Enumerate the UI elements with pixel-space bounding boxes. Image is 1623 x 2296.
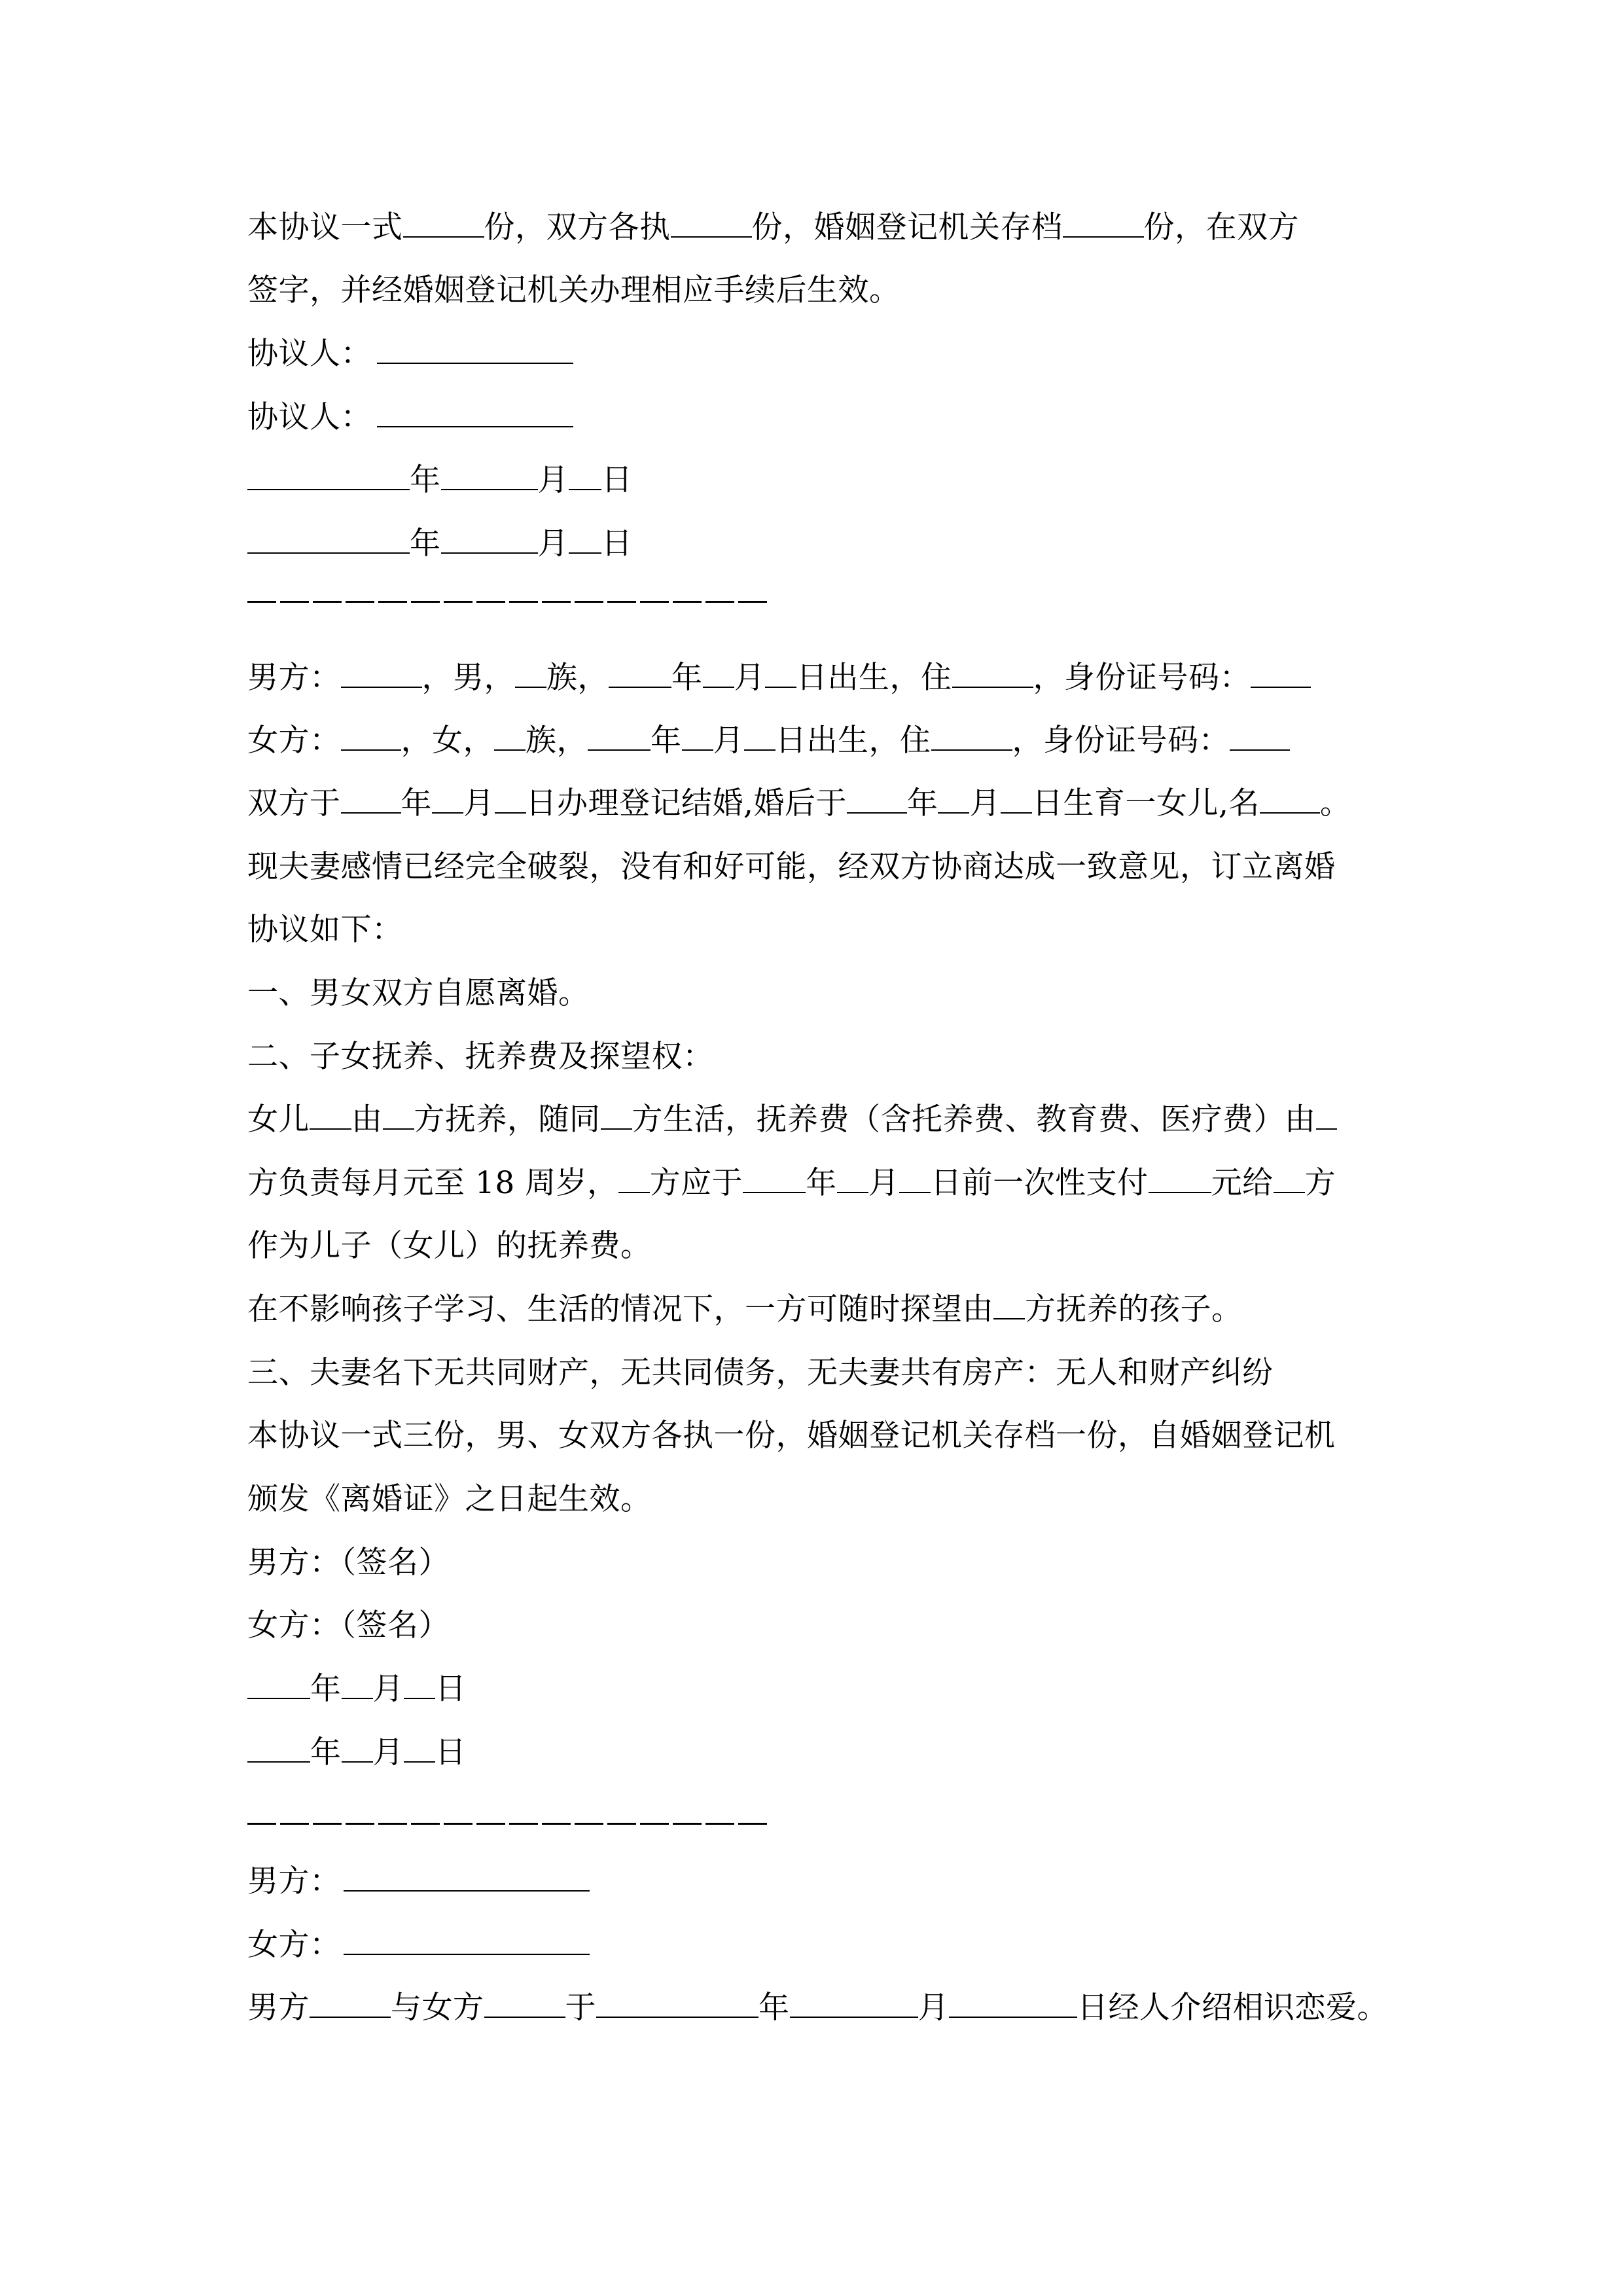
year-label: 年	[310, 1734, 342, 1770]
blank-field	[847, 786, 907, 814]
clause-3: 三、夫妻名下无共同财产，无共同债务，无夫妻共有房产：无人和财产纠纷	[247, 1355, 1274, 1391]
text: 日前一次性支付	[931, 1165, 1149, 1201]
female-name-field	[344, 1928, 590, 1955]
blank-field	[949, 1990, 1077, 2018]
text: 方抚养，随同	[414, 1102, 601, 1138]
male-name-field	[344, 1864, 590, 1892]
text: ，男，	[421, 660, 515, 696]
text: 日出生，住	[776, 723, 931, 759]
text: 日生育一女儿,名	[1031, 785, 1260, 821]
text: 方生活，抚养费（含托养费、教育费、医疗费）由	[632, 1102, 1316, 1138]
party-signature-field	[377, 336, 573, 364]
text: 方	[1304, 1165, 1336, 1201]
date-line-4	[247, 1733, 467, 1772]
year-label: 年	[410, 526, 441, 562]
clause-2-title: 二、子女抚养、抚养费及探望权：	[247, 1039, 714, 1075]
text: 月	[918, 1990, 949, 2026]
text: 份，婚姻登记机关存档	[751, 209, 1063, 245]
day-field	[404, 1672, 435, 1699]
blank-field	[682, 723, 713, 751]
party-signature-field	[377, 400, 573, 427]
text: 月	[463, 785, 495, 821]
text: 女方：	[247, 723, 341, 759]
copies-line-1	[247, 208, 1299, 247]
visitation-line	[247, 1290, 1243, 1329]
blank-field	[993, 1292, 1025, 1319]
effect-line-1: 本协议一式三份，男、女双方各执一份，婚姻登记机关存档一份，自婚姻登记机	[247, 1418, 1336, 1454]
clause-1: 一、男女双方自愿离婚。	[247, 975, 590, 1011]
blank-field	[765, 660, 796, 688]
male-label: 男方：	[247, 1863, 341, 1899]
blank-field	[601, 1102, 632, 1130]
blank-field	[432, 786, 463, 814]
day-label: 日	[601, 526, 633, 562]
month-label: 月	[537, 526, 569, 562]
blank-field	[609, 660, 671, 688]
party-line-2	[247, 398, 573, 437]
text: 方抚养的孩子。	[1025, 1291, 1243, 1327]
month-field	[441, 463, 538, 490]
copies-line-2: 签字，并经婚姻登记机关办理相应手续后生效。	[247, 272, 901, 308]
text: 男方：	[247, 660, 341, 696]
text: 年	[758, 1990, 790, 2026]
text: 族，	[546, 660, 609, 696]
blank-field	[310, 1102, 351, 1130]
date-line-3	[247, 1670, 467, 1709]
party-label: 协议人：	[247, 336, 372, 372]
text: 月	[969, 785, 1001, 821]
text: 女儿	[247, 1102, 310, 1138]
text: 日办理登记结婚,婚后于	[526, 785, 847, 821]
female-signature-line: 女方：（签名）	[247, 1607, 450, 1643]
blank-field	[744, 723, 776, 751]
text: ，身份证号码：	[1033, 660, 1251, 696]
text: 月	[734, 660, 765, 696]
custody-line-3: 作为儿子（女儿）的抚养费。	[247, 1228, 652, 1264]
blank-field	[383, 1102, 414, 1130]
text: 男方	[247, 1990, 310, 2026]
blank-field	[515, 660, 546, 688]
blank-field	[596, 1990, 758, 2018]
text: 方负责每月元至 18 周岁，	[247, 1165, 618, 1201]
month-label: 月	[372, 1671, 404, 1707]
female-label-line	[247, 1926, 590, 1965]
female-label: 女方：	[247, 1927, 341, 1963]
blank-field	[341, 660, 422, 688]
text: 与女方	[391, 1990, 484, 2026]
day-field	[569, 526, 601, 554]
custody-line-2	[247, 1164, 1336, 1203]
day-label: 日	[601, 462, 633, 498]
text: 元给	[1211, 1165, 1274, 1201]
text: 份，双方各执	[484, 209, 671, 245]
text: 份，在双方	[1143, 209, 1299, 245]
marriage-line	[247, 784, 1351, 823]
custody-line-1	[247, 1100, 1337, 1139]
year-field	[247, 1735, 310, 1763]
text: 年	[401, 785, 432, 821]
text: 年	[906, 785, 938, 821]
text: 由	[351, 1102, 383, 1138]
blank-field	[341, 723, 401, 751]
party-line-1	[247, 334, 573, 374]
month-field	[342, 1735, 373, 1763]
blank-field	[790, 1990, 918, 2018]
text: 。	[1319, 785, 1351, 821]
text: 方应于	[649, 1165, 743, 1201]
blank-field	[1001, 786, 1032, 814]
blank-field	[743, 1166, 806, 1193]
text: 月	[868, 1165, 900, 1201]
blank-field	[938, 786, 969, 814]
date-line-2	[247, 524, 633, 564]
blank-field	[1274, 1166, 1305, 1193]
year-field	[247, 526, 410, 554]
day-label: 日	[435, 1671, 467, 1707]
blank-field	[495, 786, 526, 814]
text: 双方于	[247, 785, 341, 821]
blank-field	[341, 786, 401, 814]
male-info-line	[247, 658, 1311, 698]
text: 年	[671, 660, 703, 696]
blank-field	[1063, 210, 1144, 238]
male-label-line	[247, 1862, 590, 1901]
blank-field	[484, 1990, 565, 2018]
blank-field	[899, 1166, 931, 1193]
male-signature-line: 男方：（签名）	[247, 1545, 450, 1581]
date-line-1	[247, 461, 633, 500]
intro-line	[247, 1988, 1388, 2028]
text: ，身份证号码：	[1012, 723, 1230, 759]
text: 于	[565, 1990, 596, 2026]
year-field	[247, 1672, 310, 1699]
year-label: 年	[410, 462, 441, 498]
month-field	[342, 1672, 373, 1699]
breakdown-line-2: 协议如下：	[247, 912, 403, 948]
blank-field	[671, 210, 752, 238]
blank-field	[1316, 1102, 1337, 1130]
blank-field	[837, 1166, 868, 1193]
month-label: 月	[537, 462, 569, 498]
section-divider	[247, 601, 771, 603]
blank-field	[588, 723, 651, 751]
party-label: 协议人：	[247, 399, 372, 435]
day-field	[569, 463, 601, 490]
month-field	[441, 526, 538, 554]
blank-field	[1149, 1166, 1211, 1193]
text: 月	[713, 723, 744, 759]
blank-field	[618, 1166, 650, 1193]
text: 在不影响孩子学习、生活的情况下，一方可随时探望由	[247, 1291, 993, 1327]
blank-field	[1260, 786, 1320, 814]
day-field	[404, 1735, 435, 1763]
text: 年	[806, 1165, 837, 1201]
text: 年	[651, 723, 682, 759]
blank-field	[1230, 723, 1290, 751]
text: 日经人介绍相识恋爱。	[1077, 1990, 1388, 2026]
day-label: 日	[435, 1734, 467, 1770]
text: 族，	[526, 723, 588, 759]
blank-field	[310, 1990, 391, 2018]
text: 日出生，住	[796, 660, 952, 696]
year-field	[247, 463, 410, 490]
month-label: 月	[372, 1734, 404, 1770]
female-info-line	[247, 721, 1290, 761]
effect-line-2: 颁发《离婚证》之日起生效。	[247, 1481, 652, 1517]
breakdown-line-1: 现夫妻感情已经完全破裂，没有和好可能，经双方协商达成一致意见，订立离婚	[247, 849, 1336, 885]
blank-field	[703, 660, 734, 688]
blank-field	[403, 210, 484, 238]
section-divider	[247, 1823, 771, 1825]
text: ，女，	[401, 723, 494, 759]
text: 本协议一式	[247, 209, 403, 245]
blank-field	[952, 660, 1033, 688]
blank-field	[931, 723, 1012, 751]
blank-field	[494, 723, 526, 751]
year-label: 年	[310, 1671, 342, 1707]
blank-field	[1251, 660, 1311, 688]
